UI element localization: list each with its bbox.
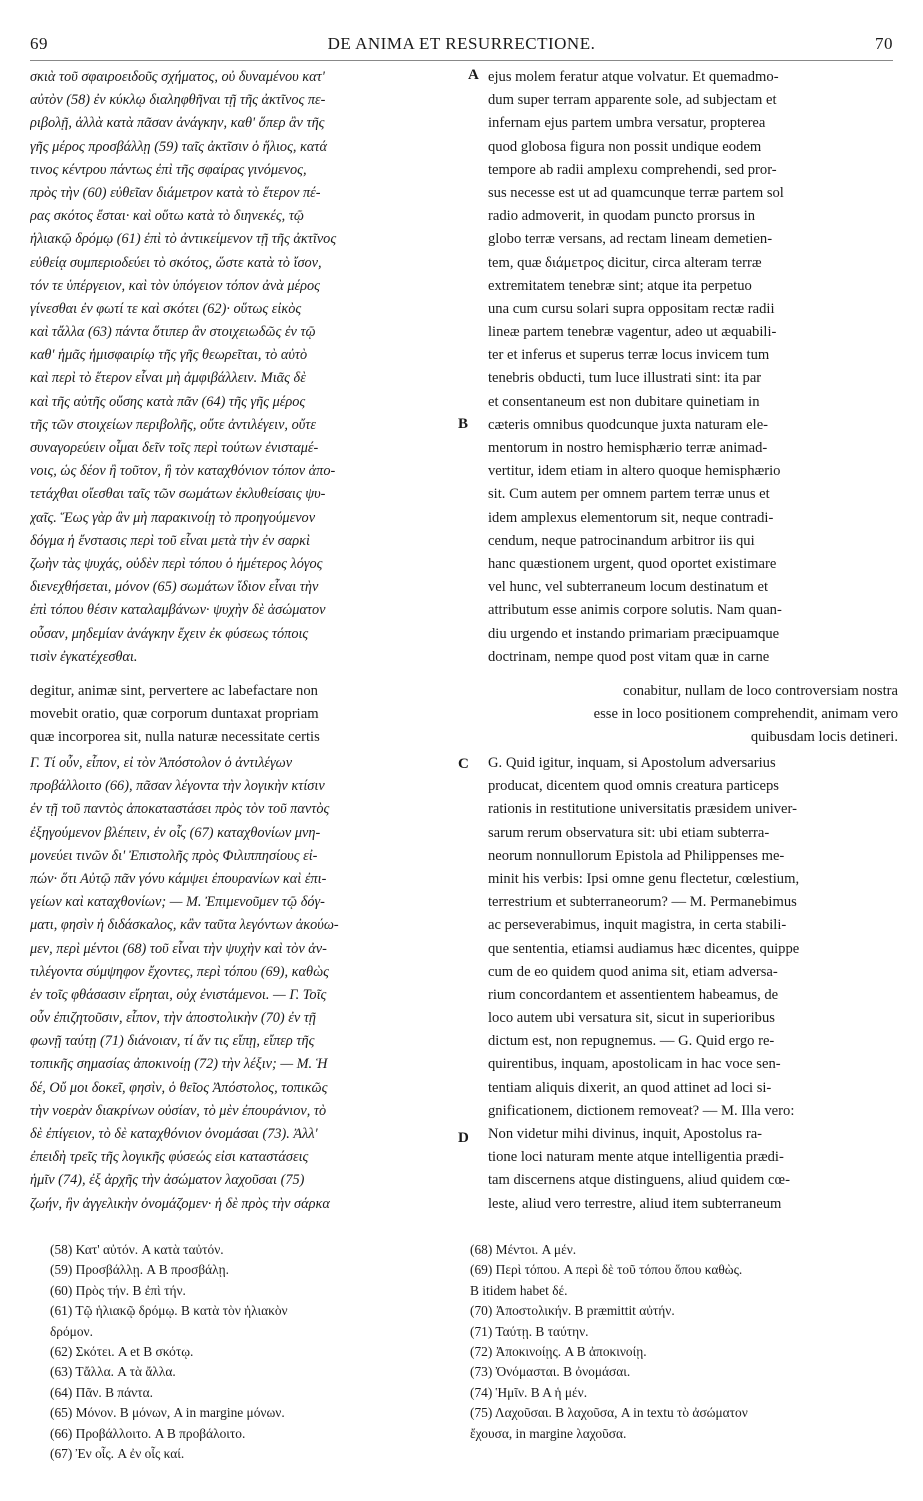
greek-line: τισὶν ἐγκατέχεσθαι.: [30, 648, 138, 665]
marginal-letter-a: A: [468, 67, 479, 83]
latin-line: que sententia, etiamsi audiamus hæc dicentes, quippe: [488, 940, 800, 957]
greek-line: φωνῇ ταύτῃ (71) διάνοιαν, τί ἄν τις εἴπῃ, εἴπερ τῆς: [30, 1033, 315, 1050]
latin-line: G. Quid igitur, inquam, si Apostolum adversarius: [488, 755, 776, 771]
greek-line: ζωήν, ἣν ἀγγελικὴν ὀνομάζομεν· ἡ δὲ πρὸς τὴν σάρκα: [30, 1195, 330, 1212]
greek-line: γίνεσθαι ἐν φωτί τε καὶ σκότει (62)· οὕτως εἰκὸς: [30, 300, 302, 317]
greek-line: συναγορεύειν οἶμαι δεῖν τοῖς περὶ τούτων ἐνισταμέ-: [30, 440, 319, 456]
latin-line: attributum esse animis corpore solutis. Nam quan-: [488, 602, 782, 619]
latin-line: tione loci naturam mente atque intelligentia prædi-: [488, 1149, 784, 1166]
latin-line: idem amplexus elementorum sit, neque contradi-: [488, 509, 774, 526]
greek-line: χαῖς. Ἕως γὰρ ἂν μὴ παρακινοίῃ τὸ προηγούμενον: [30, 509, 316, 526]
latin-line: ac perseverabimus, inquit magistra, in certa stabili-: [488, 917, 787, 934]
greek-line: καὶ τῆς αὐτῆς οὔσης κατὰ πᾶν (64) τῆς γῆς μέρος: [30, 393, 306, 410]
footnote-line: (65) Μόνον. B μόνων, A in margine μόνων.: [50, 1405, 285, 1421]
latin-line: dum super terram apparente sole, ad subjectam et: [488, 92, 777, 109]
latin-line: extremitatem tenebræ sint; atque ita perpetuo: [488, 277, 752, 294]
latin-line: hanc quæstionem urgent, quod oportet existimare: [488, 555, 777, 572]
footnote-line: (68) Μέντοι. A μέν.: [470, 1242, 577, 1257]
greek-line: ζωὴν τὰς ψυχάς, οὐδὲν περὶ τόπου ὁ ἡμέτερος λόγος: [30, 555, 323, 572]
latin-line: Non videtur mihi divinus, inquit, Apostolus ra-: [488, 1126, 763, 1142]
footnote-line: (69) Περὶ τόπου. A περὶ δὲ τοῦ τόπου ὅπου καθὼς.: [470, 1262, 743, 1278]
footnote-line: (75) Λαχοῦσαι. B λαχοῦσα, A in textu τὸ ἀσώματον: [470, 1405, 748, 1421]
greek-line: ἡμῖν (74), ἐξ ἀρχῆς τὴν ἀσώματον λαχοῦσαι (75): [30, 1172, 305, 1189]
greek-line: πών· ὅτι Αὐτῷ πᾶν γόνυ κάμψει ἐπουρανίων καὶ ἐπι-: [30, 870, 327, 887]
greek-line: μονεύει τινῶν δι' Ἐπιστολῆς πρὸς Φιλιππησίους εἰ-: [30, 847, 318, 864]
greek-line: εὐθείᾳ συμπεριοδεύει τὸ σκότος, ὥστε κατὰ τὸ ἴσον,: [30, 254, 322, 271]
greek-line: οὖν ἐπιζητοῦσιν, εἶπον, τὴν ἀποστολικὴν (70) ἐν τῇ: [30, 1010, 317, 1027]
footnote-line: (71) Ταύτῃ. B ταύτην.: [470, 1323, 589, 1339]
footnote-line: (58) Κατ' αὐτόν. A κατὰ ταὐτόν.: [50, 1242, 224, 1257]
greek-line: διενεχθήσεται, μόνον (65) σωμάτων ἴδιον εἶναι τὴν: [30, 579, 319, 596]
latin-line: diu urgendo et instando primariam præcipuamque: [488, 625, 780, 642]
latin-line: rationis in restitutione universitatis præsidem univer-: [488, 801, 797, 818]
footnote-line: (63) Τἄλλα. A τὰ ἄλλα.: [50, 1364, 176, 1380]
greek-line: οὖσαν, μηδεμίαν ἀνάγκην ἔχειν ἐκ φύσεως τόποις: [30, 625, 309, 642]
latin-line: cum de eo quidem quod anima sit, etiam adversa-: [488, 963, 778, 980]
full-width-left-part: quæ incorporea sit, nulla naturæ necessitate certis: [30, 729, 320, 746]
greek-line: καθ' ἡμᾶς ἡμισφαιρίῳ τῆς γῆς θεωρεῖται, τὸ αὐτὸ: [30, 347, 308, 364]
full-width-line: [30, 703, 898, 726]
latin-line: una cum cursu solari supra oppositam rectæ radii: [488, 300, 775, 317]
latin-line: quirentibus, inquam, apostolicam in hac voce sen-: [488, 1056, 781, 1073]
footnotes-right: [470, 1240, 900, 1444]
greek-line: τῆς τῶν στοιχείων περιβολῆς, οὔτε ἀντιλέγειν, οὔτε: [30, 416, 317, 433]
latin-line: minit his verbis: Ipsi omne genu flectetur, cœlestium,: [488, 870, 800, 887]
latin-line: mentorum in nostro hemisphærio terræ animad-: [488, 440, 768, 456]
footnote-line: (64) Πᾶν. B πάντα.: [50, 1384, 153, 1400]
greek-line: σκιὰ τοῦ σφαιροειδοῦς σχήματος, οὐ δυναμένου κατ': [30, 69, 325, 85]
marginal-letter-c: C: [458, 756, 469, 772]
latin-line: tem, quæ διάμετρος dicitur, circa alteram terræ: [488, 254, 762, 271]
full-width-left-part: degitur, animæ sint, pervertere ac labefactare non: [30, 683, 318, 699]
latin-line: ejus molem feratur atque volvatur. Et quemadmo-: [488, 69, 779, 85]
greek-line: τόν τε ὑπέργειον, καὶ τὸν ὑπόγειον τόπον ἀνὰ μέρος: [30, 277, 320, 294]
full-width-left-part: movebit oratio, quæ corporum duntaxat propriam: [30, 706, 319, 723]
greek-line: ματι, φησὶν ἡ διδάσκαλος, κἂν ταῦτα λεγόντων ἀκούω-: [30, 917, 339, 934]
greek-text-top: [30, 66, 469, 669]
latin-line: cæteris omnibus quodcunque juxta naturam ele-: [488, 416, 769, 433]
greek-line: τινος κέντρου πάντως ἐπὶ τῆς σφαίρας γινόμενος,: [30, 161, 307, 178]
latin-line: et consentaneum est non dubitare quinetiam in: [488, 393, 760, 410]
full-width-right-part: quibusdam locis detineri.: [750, 729, 898, 746]
latin-line: rium concordantem et assentientem habeamus, de: [488, 986, 779, 1003]
footnote-line: (66) Προβάλλοιτο. A B προβάλοιτο.: [50, 1425, 246, 1441]
greek-line: δέ, Οὔ μοι δοκεῖ, φησὶν, ὁ θεῖος Ἀπόστολος, τοπικῶς: [30, 1079, 328, 1096]
running-header: [30, 34, 893, 58]
greek-line: καὶ τἄλλα (63) πάντα ὅτιπερ ἂν στοιχειωδῶς ἐν τῷ: [30, 324, 316, 341]
footnote-line: (70) Ἀποστολικήν. B præmittit αὐτήν.: [470, 1303, 675, 1319]
footnote-line: (61) Τῷ ἡλιακῷ δρόμῳ. B κατὰ τὸν ἡλιακὸν: [50, 1303, 288, 1319]
greek-line: νοις, ὡς δέον ἢ τοῦτον, ἢ τὸν καταχθόνιον τόπον ἀπο-: [30, 463, 336, 480]
footnote-line: (74) Ἡμῖν. B A ἡ μέν.: [470, 1384, 588, 1400]
latin-line: tentiam aliquis dixerit, an quod attinet ad loci si-: [488, 1079, 772, 1096]
greek-line: ρας σκότος ἔσται· καὶ οὕτω κατὰ τὸ διηνεκές, τῷ: [30, 208, 305, 225]
footnote-line: (67) Ἐν οἷς. A ἐν οἷς καί.: [50, 1445, 185, 1461]
latin-line: gnificationem, dictionem removeat? — M. Illa vero:: [488, 1102, 795, 1119]
latin-line: quod globosa figura non possit undique eodem: [488, 138, 762, 155]
footnote-line: (60) Πρὸς τήν. B ἐπὶ τήν.: [50, 1282, 186, 1298]
page-number-left: 69: [30, 34, 48, 53]
greek-line: ἐν τῇ τοῦ παντὸς ἀποκαταστάσει πρὸς τὸν τοῦ παντὸς: [30, 801, 330, 818]
greek-line: τὴν νοερὰν διακρίνων οὐσίαν, τὸ μὲν ἐπουράνιον, τὸ: [30, 1102, 327, 1119]
latin-line: doctrinam, nempe quod post vitam quæ in carne: [488, 648, 770, 665]
latin-line: tenebris obducti, tum luce illustrati sint: ita par: [488, 370, 762, 387]
greek-text-bottom: [30, 752, 466, 1216]
running-title: DE ANIMA ET RESURRECTIONE.: [327, 34, 596, 53]
latin-line: tempore ab radii amplexu comprehendi, sed pror-: [488, 161, 777, 178]
greek-line: καὶ περὶ τὸ ἕτερον εἶναι μὴ ἀμφιβάλλειν. Μιᾶς δὲ: [30, 370, 306, 387]
latin-line: ter et inferus et superus terræ locus invicem tum: [488, 347, 770, 364]
greek-line: δόγμα ἡ ἔνστασις περὶ τοῦ εἶναι μετὰ τὴν ἐν σαρκὶ: [30, 532, 310, 549]
latin-line: dictum est, non repugnemus. — G. Quid ergo re-: [488, 1033, 775, 1050]
latin-line: neorum nonnullorum Epistola ad Philippenses me-: [488, 847, 785, 864]
greek-line: αὐτὸν (58) ἐν κύκλῳ διαληφθῆναι τῇ τῆς ἀκτῖνος πε-: [30, 92, 326, 109]
latin-line: sus necesse est ut ad quamcunque terræ partem sol: [488, 184, 784, 201]
greek-line: γείων καὶ καταχθονίων; — Μ. Ἐπιμενοῦμεν τῷ δόγ-: [30, 894, 325, 911]
greek-line: δὲ ἐπίγειον, τὸ δὲ καταχθόνιον ὀνομάσαι (73). Ἀλλ': [30, 1126, 318, 1142]
greek-line: μεν, περὶ μέντοι (68) τοῦ εἶναι τὴν ψυχὴν καὶ τὸν ἀν-: [30, 940, 327, 957]
latin-line: producat, dicentem quod omnis creatura particeps: [488, 778, 779, 795]
full-width-text: [30, 680, 898, 750]
latin-line: cendum, neque patrocinandum arbitror iis qui: [488, 532, 755, 549]
latin-line: sarum rerum observatura sit: ubi etiam subterra-: [488, 824, 770, 841]
latin-line: vertitur, idem etiam in altero quoque hemisphærio: [488, 463, 781, 480]
greek-line: ἐπειδὴ τρεῖς τῆς λογικῆς φύσεώς εἰσι καταστάσεις: [30, 1149, 309, 1166]
latin-line: tam discernens atque distinguens, aliud quidem cœ-: [488, 1172, 790, 1189]
latin-text-top: [488, 66, 898, 669]
greek-line: ἐπὶ τόπου θέσιν καταλαμβάνων· ψυχὴν δὲ ἀσώματον: [30, 602, 326, 619]
marginal-letter-d: D: [458, 1130, 469, 1146]
footnote-line: (72) Ἀποκινοίῃς. A B ἀποκινοίῃ.: [470, 1343, 647, 1359]
greek-line: ριβολῇ, ἀλλὰ κατὰ πᾶσαν ἀνάγκην, καθ' ὅπερ ἂν τῆς: [30, 115, 325, 132]
footnote-line: ἔχουσα, in margine λαχοῦσα.: [470, 1425, 627, 1441]
greek-line: τετάχθαι οἴεσθαι ταῖς τῶν σωμάτων ἐκλυθείσαις ψυ-: [30, 486, 326, 503]
latin-line: terrestrium et subterraneorum? — M. Permanebimus: [488, 894, 797, 911]
full-width-right-part: conabitur, nullam de loco controversiam nostra: [623, 683, 898, 699]
greek-line: γῆς μέρος προσβάλλῃ (59) ταῖς ἀκτῖσιν ὁ ἥλιος, κατά: [30, 138, 328, 155]
latin-text-bottom: [488, 752, 898, 1216]
latin-line: leste, aliud vero terrestre, aliud item subterraneum: [488, 1195, 782, 1212]
greek-line: ἐν τοῖς φθάσασιν εἴρηται, οὐχ ἐνιστάμενοι. — Γ. Τοῖς: [30, 986, 327, 1003]
latin-line: vel hunc, vel subterraneum locum destinatum et: [488, 579, 769, 596]
latin-line: sit. Cum autem per omnem partem terræ unus et: [488, 486, 770, 503]
latin-line: radio admoverit, in quodam puncto prorsus in: [488, 208, 756, 225]
latin-line: infernam ejus partem umbra versatur, propterea: [488, 115, 766, 132]
greek-line: τοπικῆς σημασίας ἀποκινοίῃ (72) τὴν λέξιν; — Μ. Ἡ: [30, 1056, 328, 1073]
full-width-line: [30, 680, 898, 703]
greek-line: προβάλλοιτο (66), πᾶσαν λέγοντα τὴν λογικὴν κτίσιν: [30, 778, 325, 795]
full-width-right-part: esse in loco positionem comprehendit, animam vero: [593, 706, 898, 723]
greek-line: τιλέγοντα σύμψηφον ἔχοντες, περὶ τόπου (69), καθὼς: [30, 963, 329, 980]
greek-line: ἐξηγούμενον βλέπειν, ἐν οἷς (67) καταχθονίων μνη-: [30, 824, 321, 841]
footnote-line: B itidem habet δέ.: [470, 1282, 568, 1298]
footnote-line: (62) Σκότει. A et B σκότῳ.: [50, 1343, 194, 1359]
footnote-line: δρόμον.: [50, 1323, 93, 1339]
greek-line: ἡλιακῷ δρόμῳ (61) ἐπὶ τὸ ἀντικείμενον τῇ τῆς ἀκτῖνος: [30, 231, 337, 248]
marginal-letter-b: B: [458, 416, 469, 432]
greek-line: Γ. Τί οὖν, εἶπον, εἰ τὸν Ἀπόστολον ὁ ἀντιλέγων: [30, 755, 293, 771]
footnote-line: (59) Προσβάλλῃ. A B προσβάλῃ.: [50, 1262, 230, 1278]
footnote-line: (73) Ὀνόμασται. B ὀνομάσαι.: [470, 1364, 631, 1380]
latin-line: lineæ partem tenebræ vagentur, adeo ut æquabili-: [488, 324, 777, 341]
footnotes-left: [50, 1240, 460, 1464]
latin-line: globo terræ versans, ad rectam lineam demetien-: [488, 231, 773, 248]
greek-line: πρὸς τὴν (60) εὐθεῖαν διάμετρον κατὰ τὸ ἕτερον πέ-: [30, 184, 321, 201]
latin-line: loco autem ubi versatura sit, sicut in superioribus: [488, 1010, 775, 1027]
header-rule: [30, 60, 893, 61]
page-number-right: 70: [875, 34, 893, 53]
full-width-line: [30, 726, 898, 749]
